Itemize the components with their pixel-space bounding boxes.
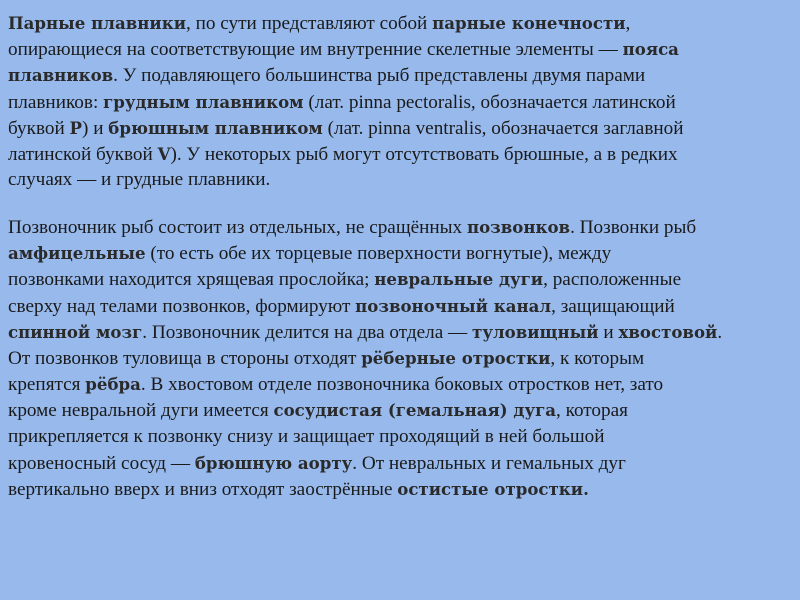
text-run: . В хвостовом отделе позвоночника боковых отростков нет, зато xyxy=(140,374,664,396)
bold-term: плавников xyxy=(8,65,114,86)
text-run: . У подавляющего большинства рыб представлены двумя парами xyxy=(113,65,646,87)
text-line xyxy=(8,424,722,450)
text-line xyxy=(8,266,722,292)
bold-term: грудным плавником xyxy=(103,91,304,112)
text-line xyxy=(8,62,684,88)
text-line xyxy=(8,36,684,62)
text-run: случаях — и грудные плавники. xyxy=(8,169,271,191)
bold-term: V xyxy=(157,143,171,164)
text-line xyxy=(8,371,722,397)
text-run: . От невральных и гемальных дуг xyxy=(352,452,626,474)
text-line xyxy=(8,214,722,240)
text-line xyxy=(8,115,684,141)
bold-term: сосудистая (гемальная) дуга xyxy=(273,400,557,421)
bold-term: спинной мозг xyxy=(8,321,143,342)
text-run: вертикально вверх и вниз отходят заострённые xyxy=(8,478,398,500)
text-run: , по сути представляют собой xyxy=(186,13,433,34)
text-run: кроме невральной дуги имеется xyxy=(8,400,274,422)
text-run: сверху над телами позвонков, формируют xyxy=(8,295,356,317)
bold-term: брюшную аорту xyxy=(194,452,353,473)
slide xyxy=(8,8,794,596)
text-run: позвонками находится хрящевая прослойка; xyxy=(8,269,375,291)
text-run: кровеносный сосуд — xyxy=(8,452,195,474)
text-run: латинской буквой xyxy=(8,143,158,165)
bold-term: туловищный xyxy=(472,321,599,342)
paragraph-spine xyxy=(8,214,722,502)
text-line xyxy=(8,450,722,476)
text-line xyxy=(8,141,684,167)
paragraph-paired-fins xyxy=(8,10,684,193)
bold-term: невральные дуги xyxy=(374,269,544,290)
bold-term: парные конечности xyxy=(432,13,626,33)
text-line xyxy=(8,345,722,371)
bold-term: позвонков xyxy=(466,217,571,237)
text-run: , xyxy=(625,13,631,34)
text-line xyxy=(8,240,722,266)
text-line xyxy=(8,167,684,193)
text-line xyxy=(8,293,722,319)
text-run: . xyxy=(717,321,723,343)
text-run: и xyxy=(598,321,619,343)
text-run: От позвонков туловища в стороны отходят xyxy=(8,347,362,369)
text-run: буквой xyxy=(8,117,70,139)
bold-term: брюшным плавником xyxy=(108,117,323,138)
bold-term: Парные плавники xyxy=(8,13,187,33)
text-run: , защищающий xyxy=(551,295,675,317)
bold-term: остистые отростки. xyxy=(397,478,589,499)
bold-term: пояса xyxy=(622,39,679,60)
text-content-box xyxy=(8,8,792,508)
text-run: опирающиеся на соответствующие им внутренние скелетные элементы — xyxy=(8,39,623,61)
text-line xyxy=(8,10,684,36)
text-run: крепятся xyxy=(8,374,86,396)
text-run: прикрепляется к позвонку снизу и защищает проходящий в ней большой xyxy=(8,425,605,447)
bold-term: рёбра xyxy=(85,374,141,395)
text-line xyxy=(8,476,722,502)
bold-term: амфицельные xyxy=(8,243,146,264)
text-line xyxy=(8,89,684,115)
text-run: , к которым xyxy=(550,347,645,369)
text-run: Позвоночник рыб состоит из отдельных, не сращённых xyxy=(8,217,467,238)
bold-term: хвостовой xyxy=(618,321,718,342)
text-line xyxy=(8,319,722,345)
text-run: плавников: xyxy=(8,91,104,113)
text-run: (лат. pinna pectoralis, обозначается латинской xyxy=(303,91,676,113)
text-run: , которая xyxy=(556,400,628,422)
text-line xyxy=(8,397,722,423)
text-run: . Позвоночник делится на два отдела — xyxy=(142,321,473,343)
text-run: , расположенные xyxy=(543,269,682,291)
text-run: (лат. pinna ventralis, обозначается заглавной xyxy=(322,117,684,139)
text-run: (то есть обе их торцевые поверхности вогнутые), между xyxy=(145,243,612,265)
text-run: . Позвонки рыб xyxy=(570,217,697,238)
bold-term: позвоночный канал xyxy=(355,295,552,316)
bold-term: P xyxy=(69,117,83,138)
text-run: ) и xyxy=(82,117,109,139)
bold-term: рёберные отростки xyxy=(361,347,551,368)
text-run: ). У некоторых рыб могут отсутствовать брюшные, а в редких xyxy=(170,143,678,165)
